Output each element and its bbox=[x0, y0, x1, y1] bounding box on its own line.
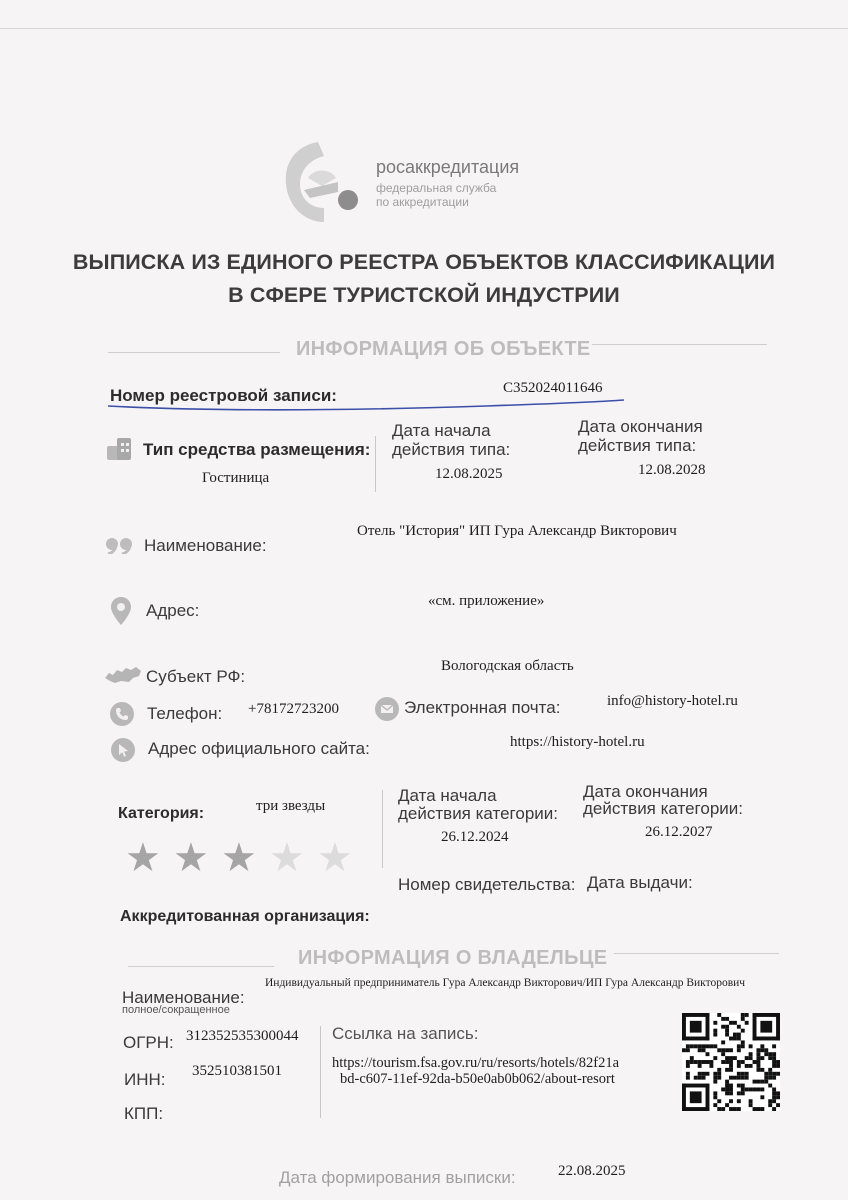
ink-underline bbox=[106, 396, 626, 416]
region-label: Субъект РФ: bbox=[146, 667, 246, 686]
issue-date-label: Дата выдачи: bbox=[587, 873, 693, 892]
ogrn-label: ОГРН: bbox=[123, 1033, 174, 1052]
star-empty-icon: ★ bbox=[317, 836, 353, 880]
owner-column-divider bbox=[320, 1026, 321, 1118]
accommodation-type-value: Гостиница bbox=[202, 470, 270, 486]
type-end-value: 12.08.2028 bbox=[638, 462, 706, 478]
quote-icon bbox=[106, 536, 134, 554]
type-start-label-2: действия типа: bbox=[392, 440, 511, 459]
category-end-label-2: действия категории: bbox=[583, 799, 744, 818]
inn-value: 352510381501 bbox=[192, 1063, 282, 1079]
region-value: Вологодская область bbox=[441, 658, 574, 674]
column-divider bbox=[375, 436, 376, 492]
generation-date-value: 22.08.2025 bbox=[558, 1163, 626, 1179]
building-icon bbox=[105, 436, 133, 462]
registry-number-label: Номер реестровой записи: bbox=[110, 386, 337, 405]
star-filled-icon: ★ bbox=[221, 836, 257, 880]
certificate-number-label: Номер свидетельства: bbox=[398, 875, 576, 894]
type-end-label-2: действия типа: bbox=[578, 436, 697, 455]
category-end-value: 26.12.2027 bbox=[645, 824, 713, 840]
star-filled-icon: ★ bbox=[125, 836, 161, 880]
name-value: Отель "История" ИП Гура Александр Викторович bbox=[357, 523, 677, 539]
star-filled-icon: ★ bbox=[173, 836, 209, 880]
rosaccreditation-logo-icon bbox=[278, 138, 360, 228]
address-value: «см. приложение» bbox=[428, 593, 545, 609]
category-end-label-1: Дата окончания bbox=[583, 782, 708, 801]
owner-divider-left bbox=[128, 966, 274, 967]
type-end-label-1: Дата окончания bbox=[578, 417, 703, 436]
category-start-label-1: Дата начала bbox=[398, 786, 497, 805]
accredited-organization-label: Аккредитованная организация: bbox=[120, 908, 370, 925]
record-link-line-2: bd-c607-11ef-92da-b50e0ab0b062/about-resort bbox=[340, 1071, 615, 1087]
logo-brand-name: росаккредитация bbox=[376, 157, 520, 177]
inn-label: ИНН: bbox=[124, 1070, 166, 1089]
owner-divider-right bbox=[614, 953, 779, 954]
owner-name-label: Наименование: bbox=[122, 988, 245, 1007]
kpp-label: КПП: bbox=[124, 1104, 164, 1123]
phone-icon bbox=[110, 702, 134, 726]
star-empty-icon: ★ bbox=[269, 836, 305, 880]
website-label: Адрес официального сайта: bbox=[148, 739, 370, 758]
name-label: Наименование: bbox=[144, 536, 267, 555]
registry-number-value: С352024011646 bbox=[503, 380, 603, 396]
owner-name-sublabel: полное/сокращенное bbox=[122, 1004, 230, 1016]
phone-value: +78172723200 bbox=[248, 701, 339, 717]
website-value: https://history-hotel.ru bbox=[510, 734, 645, 750]
owner-name-value: Индивидуальный предприниматель Гура Александр Викторович/ИП Гура Александр Викторович bbox=[265, 977, 746, 989]
qr-code bbox=[682, 1013, 780, 1111]
logo-subtitle-2: по аккредитации bbox=[376, 195, 469, 209]
russia-map-icon bbox=[103, 664, 143, 686]
phone-label: Телефон: bbox=[147, 704, 223, 723]
type-start-label-1: Дата начала bbox=[392, 421, 491, 440]
accommodation-type-label: Тип средства размещения: bbox=[143, 440, 371, 459]
owner-section-title: ИНФОРМАЦИЯ О ВЛАДЕЛЬЦЕ bbox=[298, 947, 608, 969]
document-title-line-2: В СФЕРЕ ТУРИСТСКОЙ ИНДУСТРИИ bbox=[228, 283, 620, 307]
category-divider bbox=[382, 790, 383, 868]
category-start-label-2: действия категории: bbox=[398, 804, 559, 823]
category-start-value: 26.12.2024 bbox=[441, 829, 509, 845]
ogrn-value: 312352535300044 bbox=[186, 1028, 299, 1044]
generation-date-label: Дата формирования выписки: bbox=[279, 1168, 516, 1187]
section-divider-left bbox=[108, 352, 280, 353]
category-value: три звезды bbox=[256, 798, 326, 814]
category-label: Категория: bbox=[118, 805, 205, 822]
record-link-line-1: https://tourism.fsa.gov.ru/ru/resorts/hotels/82f21a bbox=[332, 1055, 620, 1071]
object-section-title: ИНФОРМАЦИЯ ОБ ОБЪЕКТЕ bbox=[296, 338, 591, 360]
cursor-click-icon bbox=[111, 738, 135, 762]
email-icon bbox=[375, 697, 399, 721]
qr-code-icon bbox=[682, 1013, 780, 1111]
record-link-label: Ссылка на запись: bbox=[332, 1024, 479, 1043]
location-pin-icon bbox=[110, 596, 132, 626]
section-divider-right bbox=[592, 344, 767, 345]
email-label: Электронная почта: bbox=[404, 698, 561, 717]
email-value: info@history-hotel.ru bbox=[607, 693, 738, 709]
logo-subtitle-1: федеральная служба bbox=[376, 181, 497, 195]
address-label: Адрес: bbox=[146, 601, 200, 620]
document-title-line-1: ВЫПИСКА ИЗ ЕДИНОГО РЕЕСТРА ОБЪЕКТОВ КЛАССИФИКАЦИИ bbox=[72, 250, 776, 274]
type-start-value: 12.08.2025 bbox=[435, 466, 503, 482]
page-edge-line bbox=[0, 28, 848, 29]
